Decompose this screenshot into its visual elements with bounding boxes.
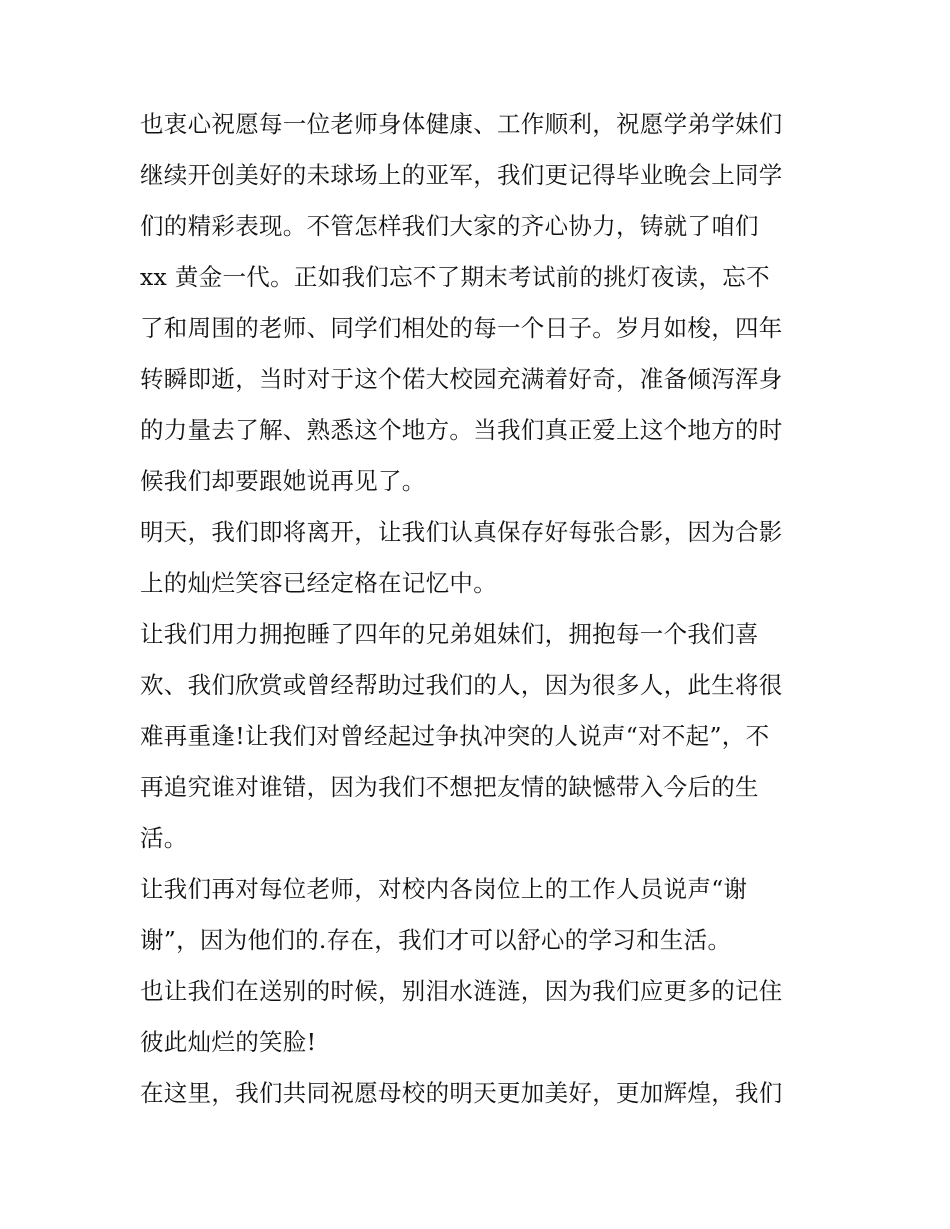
text-line: 再追究谁对谁错，因为我们不想把友情的缺憾带入今后的生 xyxy=(140,773,759,801)
text-line: 难再重逢!让我们对曾经起过争执冲突的人说声“对不起”，不 xyxy=(140,722,770,750)
text-line: xx 黄金一代。正如我们忘不了期末考试前的挑灯夜读，忘不 xyxy=(140,263,770,291)
text-line: 候我们却要跟她说再见了。 xyxy=(140,467,426,495)
text-line: 的力量去了解、熟悉这个地方。当我们真正爱上这个地方的时 xyxy=(140,416,783,444)
text-line: 让我们用力拥抱睡了四年的兄弟姐妹们，拥抱每一个我们喜 xyxy=(140,620,759,648)
text-line: 谢”，因为他们的.存在，我们才可以舒心的学习和生活。 xyxy=(140,926,732,954)
text-line: 们的精彩表现。不管怎样我们大家的齐心协力，铸就了咱们 xyxy=(140,212,759,240)
text-line: 上的灿烂笑容已经定格在记忆中。 xyxy=(140,569,497,597)
text-line: 转瞬即逝，当时对于这个偌大校园充满着好奇，准备倾泻浑身 xyxy=(140,365,783,393)
document-body xyxy=(140,99,820,1119)
text-line: 活。 xyxy=(140,824,188,852)
text-line: 也衷心祝愿每一位老师身体健康、工作顺利，祝愿学弟学妹们 xyxy=(140,110,783,138)
text-line: 明天，我们即将离开，让我们认真保存好每张合影，因为合影 xyxy=(140,518,783,546)
text-line: 让我们再对每位老师，对校内各岗位上的工作人员说声“谢 xyxy=(140,875,748,903)
text-line: 彼此灿烂的笑脸! xyxy=(140,1028,317,1056)
text-line: 继续开创美好的未球场上的亚军，我们更记得毕业晚会上同学 xyxy=(140,161,783,189)
text-line: 在这里，我们共同祝愿母校的明天更加美好，更加辉煌，我们 xyxy=(140,1079,783,1107)
text-line: 也让我们在送别的时候，别泪水涟涟，因为我们应更多的记住 xyxy=(140,977,783,1005)
text-line: 欢、我们欣赏或曾经帮助过我们的人，因为很多人，此生将很 xyxy=(140,671,783,699)
text-line: 了和周围的老师、同学们相处的每一个日子。岁月如梭，四年 xyxy=(140,314,783,342)
